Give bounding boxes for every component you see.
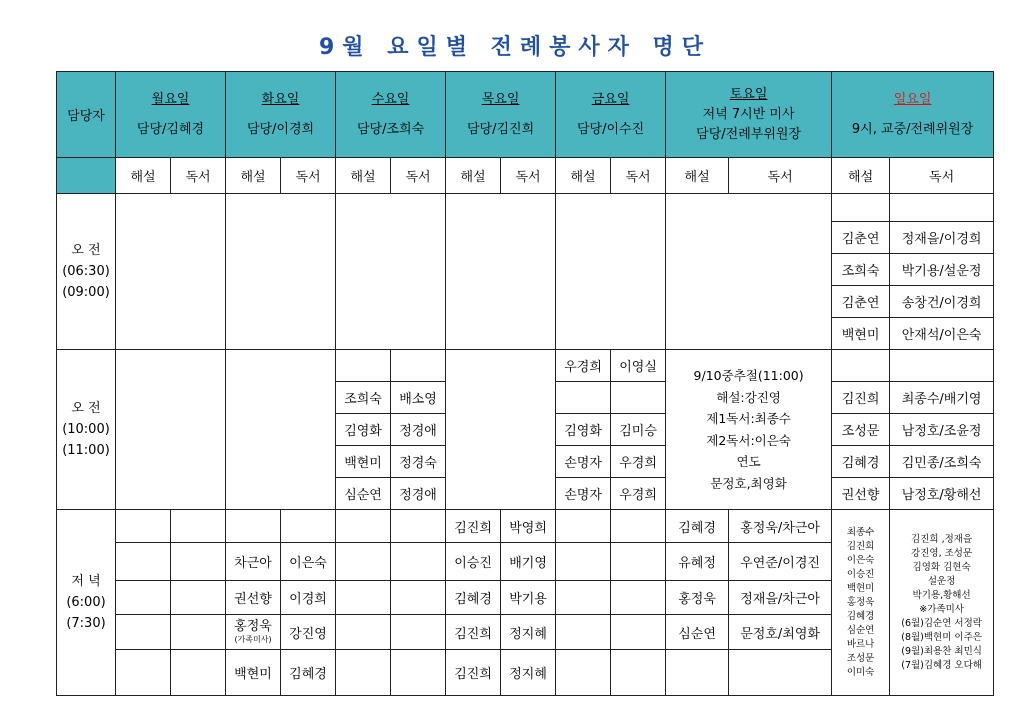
reader-cell: 이은숙 — [281, 543, 336, 581]
commentator-cell: 김혜경 — [446, 581, 501, 615]
commentator-cell: 유혜정 — [666, 543, 729, 581]
reader-cell: 박기용 — [501, 581, 556, 615]
morning-row — [57, 194, 994, 222]
empty-cell — [556, 382, 611, 414]
empty-cell — [556, 194, 666, 350]
reader-cell: 남정호/황해선 — [890, 478, 994, 510]
day-name: 일요일 — [893, 91, 932, 107]
empty-cell — [611, 615, 666, 650]
day-note: 저녁 7시반 미사 — [702, 106, 795, 122]
special-event-cell — [666, 350, 832, 510]
name-line: (6월)김순연 서정락 — [901, 617, 982, 629]
commentator-cell: 손명자 — [556, 478, 611, 510]
empty-cell — [391, 581, 446, 615]
schedule-table — [56, 71, 994, 696]
name-line: 이승진 — [846, 568, 875, 580]
empty-cell — [611, 581, 666, 615]
reader-cell: 이경희 — [281, 581, 336, 615]
reader-cell: 정경애 — [391, 414, 446, 446]
commentator-note: (가족미사) — [234, 635, 272, 644]
day-manager: 담당/조희숙 — [356, 121, 425, 137]
empty-cell — [336, 615, 391, 650]
empty-cell — [556, 510, 611, 543]
empty-cell — [391, 650, 446, 696]
commentator-cell — [226, 615, 281, 650]
day-manager: 담당/이수진 — [576, 121, 645, 137]
period-time: (11:00) — [62, 443, 110, 458]
day-header-fri — [556, 72, 666, 158]
commentator-cell: 조희숙 — [336, 382, 391, 414]
name-line: 이은숙 — [846, 554, 875, 566]
day-name: 화요일 — [261, 91, 300, 107]
day-header-thu — [446, 72, 556, 158]
empty-cell — [171, 543, 226, 581]
commentator-cell: 권선향 — [832, 478, 890, 510]
empty-cell — [556, 650, 611, 696]
page-title: 9월 요일별 전례봉사자 명단 — [318, 35, 712, 60]
roles-row — [57, 158, 994, 194]
empty-cell — [336, 650, 391, 696]
commentator-cell: 김진희 — [446, 615, 501, 650]
name-line: (9월)최용찬 최민식 — [901, 645, 982, 657]
empty-cell — [171, 615, 226, 650]
empty-cell — [116, 350, 226, 510]
reader-cell: 배기영 — [501, 543, 556, 581]
name-line: 강진영, 조성문 — [911, 547, 973, 559]
day-header-tue — [226, 72, 336, 158]
empty-cell — [729, 650, 832, 696]
empty-cell — [116, 194, 226, 350]
empty-cell — [391, 543, 446, 581]
reader-cell: 최종수/배기영 — [890, 382, 994, 414]
name-line: 백현미 — [846, 582, 875, 594]
sunday-evening-commentators — [832, 510, 890, 696]
event-line: 제2독서:이은숙 — [706, 432, 791, 448]
day-manager: 담당/김진희 — [466, 121, 535, 137]
day-name: 금요일 — [591, 91, 630, 107]
day-name: 목요일 — [481, 91, 520, 107]
commentator-cell: 김혜경 — [832, 446, 890, 478]
commentator-cell: 김춘연 — [832, 286, 890, 318]
name-line: 김영화 김현숙 — [912, 561, 971, 573]
evening-row — [57, 510, 994, 543]
commentator-cell: 심순연 — [336, 478, 391, 510]
day-name: 수요일 — [371, 91, 410, 107]
role-reading: 독서 — [729, 158, 832, 194]
empty-cell — [890, 350, 994, 382]
event-line: 연도 — [736, 454, 761, 469]
name-line: 조성문 — [846, 652, 875, 664]
empty-cell — [116, 543, 171, 581]
empty-cell — [832, 194, 890, 222]
commentator-cell: 백현미 — [226, 650, 281, 696]
empty-cell — [336, 510, 391, 543]
day-header-mon — [116, 72, 226, 158]
reader-cell: 강진영 — [281, 615, 336, 650]
commentator-cell: 김영화 — [556, 414, 611, 446]
event-line: 문정호,최영화 — [710, 475, 787, 491]
name-line: 설운정 — [927, 575, 956, 587]
name-line: (8월)백현미 이주은 — [901, 631, 982, 643]
commentator-cell: 조성문 — [832, 414, 890, 446]
commentator-cell: 이승진 — [446, 543, 501, 581]
empty-cell — [226, 350, 336, 510]
period-label: 저 녁 — [71, 574, 101, 589]
commentator-cell: 손명자 — [556, 446, 611, 478]
name-line: 최종수 — [846, 526, 875, 538]
empty-cell — [226, 510, 281, 543]
reader-cell: 정재을/이경희 — [890, 222, 994, 254]
header-row — [57, 72, 994, 158]
empty-cell — [890, 194, 994, 222]
empty-cell — [611, 382, 666, 414]
empty-cell — [116, 510, 171, 543]
role-commentary: 해설 — [336, 158, 391, 194]
empty-cell — [446, 350, 556, 510]
commentator-cell: 김진희 — [446, 650, 501, 696]
period-label: 오 전 — [71, 401, 101, 416]
empty-cell — [446, 194, 556, 350]
reader-cell: 정경숙 — [391, 446, 446, 478]
name-line: 이미숙 — [846, 666, 875, 678]
commentator-cell: 김진희 — [446, 510, 501, 543]
empty-cell — [611, 650, 666, 696]
empty-cell — [666, 650, 729, 696]
day-header-sat — [666, 72, 832, 158]
role-commentary: 해설 — [666, 158, 729, 194]
day-name: 월요일 — [151, 91, 190, 107]
reader-cell: 안재석/이은숙 — [890, 318, 994, 350]
empty-cell — [556, 543, 611, 581]
period-time: (10:00) — [62, 422, 110, 437]
role-reading: 독서 — [391, 158, 446, 194]
role-commentary: 해설 — [226, 158, 281, 194]
empty-cell — [171, 510, 226, 543]
empty-cell — [171, 650, 226, 696]
name-line: 김혜경 — [846, 610, 875, 622]
empty-cell — [171, 581, 226, 615]
role-commentary: 해설 — [832, 158, 890, 194]
name-line: ※가족미사 — [919, 603, 964, 615]
day-manager: 담당/이경희 — [246, 121, 315, 137]
reader-cell: 정재을/차근아 — [729, 581, 832, 615]
role-commentary: 해설 — [556, 158, 611, 194]
role-reading: 독서 — [501, 158, 556, 194]
role-reading: 독서 — [890, 158, 994, 194]
reader-cell: 이영실 — [611, 350, 666, 382]
role-reading: 독서 — [611, 158, 666, 194]
empty-cell — [611, 510, 666, 543]
reader-cell: 우경희 — [611, 478, 666, 510]
period-time: (09:00) — [62, 285, 110, 300]
period-label: 오 전 — [71, 243, 101, 258]
reader-cell: 문정호/최영화 — [729, 615, 832, 650]
name-line: 바르나 — [846, 638, 875, 650]
commentator-name: 홍정욱 — [234, 619, 272, 634]
reader-cell: 김혜경 — [281, 650, 336, 696]
empty-cell — [281, 510, 336, 543]
event-line: 제1독서:최종수 — [706, 411, 791, 426]
role-reading: 독서 — [171, 158, 226, 194]
empty-cell — [336, 581, 391, 615]
day-header-wed — [336, 72, 446, 158]
empty-cell — [391, 615, 446, 650]
empty-cell — [336, 194, 446, 350]
manager-header: 담당자 — [57, 72, 116, 158]
reader-cell: 배소영 — [391, 382, 446, 414]
day-manager: 담당/김혜경 — [136, 121, 205, 137]
period-time: (7:30) — [66, 616, 106, 631]
reader-cell: 우연준/이경진 — [729, 543, 832, 581]
event-line: 9/10중추절(11:00) — [693, 368, 804, 383]
commentator-cell: 차근아 — [226, 543, 281, 581]
period-time: (6:00) — [66, 595, 106, 610]
reader-cell: 김민종/조희숙 — [890, 446, 994, 478]
commentator-cell: 김혜경 — [666, 510, 729, 543]
commentator-cell: 김춘연 — [832, 222, 890, 254]
commentator-cell: 홍정욱 — [666, 581, 729, 615]
commentator-cell: 조희숙 — [832, 254, 890, 286]
commentator-cell: 백현미 — [832, 318, 890, 350]
reader-cell: 송창건/이경희 — [890, 286, 994, 318]
role-reading: 독서 — [281, 158, 336, 194]
empty-cell — [116, 615, 171, 650]
name-line: 김진희 — [846, 540, 875, 552]
commentator-cell: 백현미 — [336, 446, 391, 478]
day-header-sun — [832, 72, 994, 158]
event-line: 해설:강진영 — [716, 389, 781, 405]
name-line: 박기용,황해선 — [912, 589, 971, 601]
empty-cell — [336, 543, 391, 581]
reader-cell: 정경애 — [391, 478, 446, 510]
reader-cell: 김미승 — [611, 414, 666, 446]
day-name: 토요일 — [729, 86, 768, 102]
commentator-cell: 김진희 — [832, 382, 890, 414]
reader-cell: 홍정욱/차근아 — [729, 510, 832, 543]
reader-cell: 우경희 — [611, 446, 666, 478]
empty-cell — [556, 581, 611, 615]
role-commentary: 해설 — [446, 158, 501, 194]
commentator-cell: 김영화 — [336, 414, 391, 446]
period-evening — [57, 510, 116, 696]
role-commentary: 해설 — [116, 158, 171, 194]
empty-cell — [666, 194, 832, 350]
empty-cell — [611, 543, 666, 581]
sunday-evening-readers — [890, 510, 994, 696]
name-line: 심순연 — [846, 624, 875, 636]
commentator-cell: 심순연 — [666, 615, 729, 650]
name-line: 김진희 ,정재을 — [911, 533, 973, 545]
name-line: 홍정욱 — [846, 596, 875, 608]
reader-cell: 정지혜 — [501, 650, 556, 696]
empty-cell — [336, 350, 391, 382]
period-time: (06:30) — [62, 264, 110, 279]
reader-cell: 남정호/조윤정 — [890, 414, 994, 446]
name-line: (7월)김혜경 오다해 — [901, 659, 982, 671]
manager-header-cont — [57, 158, 116, 194]
reader-cell: 박기용/설운정 — [890, 254, 994, 286]
empty-cell — [391, 510, 446, 543]
empty-cell — [226, 194, 336, 350]
empty-cell — [116, 650, 171, 696]
period-midday — [57, 350, 116, 510]
midday-row — [57, 350, 994, 382]
day-manager: 9시, 교중/전례위원장 — [851, 121, 974, 137]
period-morning — [57, 194, 116, 350]
empty-cell — [832, 350, 890, 382]
reader-cell: 정지혜 — [501, 615, 556, 650]
commentator-cell: 우경희 — [556, 350, 611, 382]
empty-cell — [391, 350, 446, 382]
commentator-cell: 권선향 — [226, 581, 281, 615]
empty-cell — [116, 581, 171, 615]
day-manager: 담당/전례부위원장 — [696, 126, 802, 142]
reader-cell: 박영희 — [501, 510, 556, 543]
empty-cell — [556, 615, 611, 650]
